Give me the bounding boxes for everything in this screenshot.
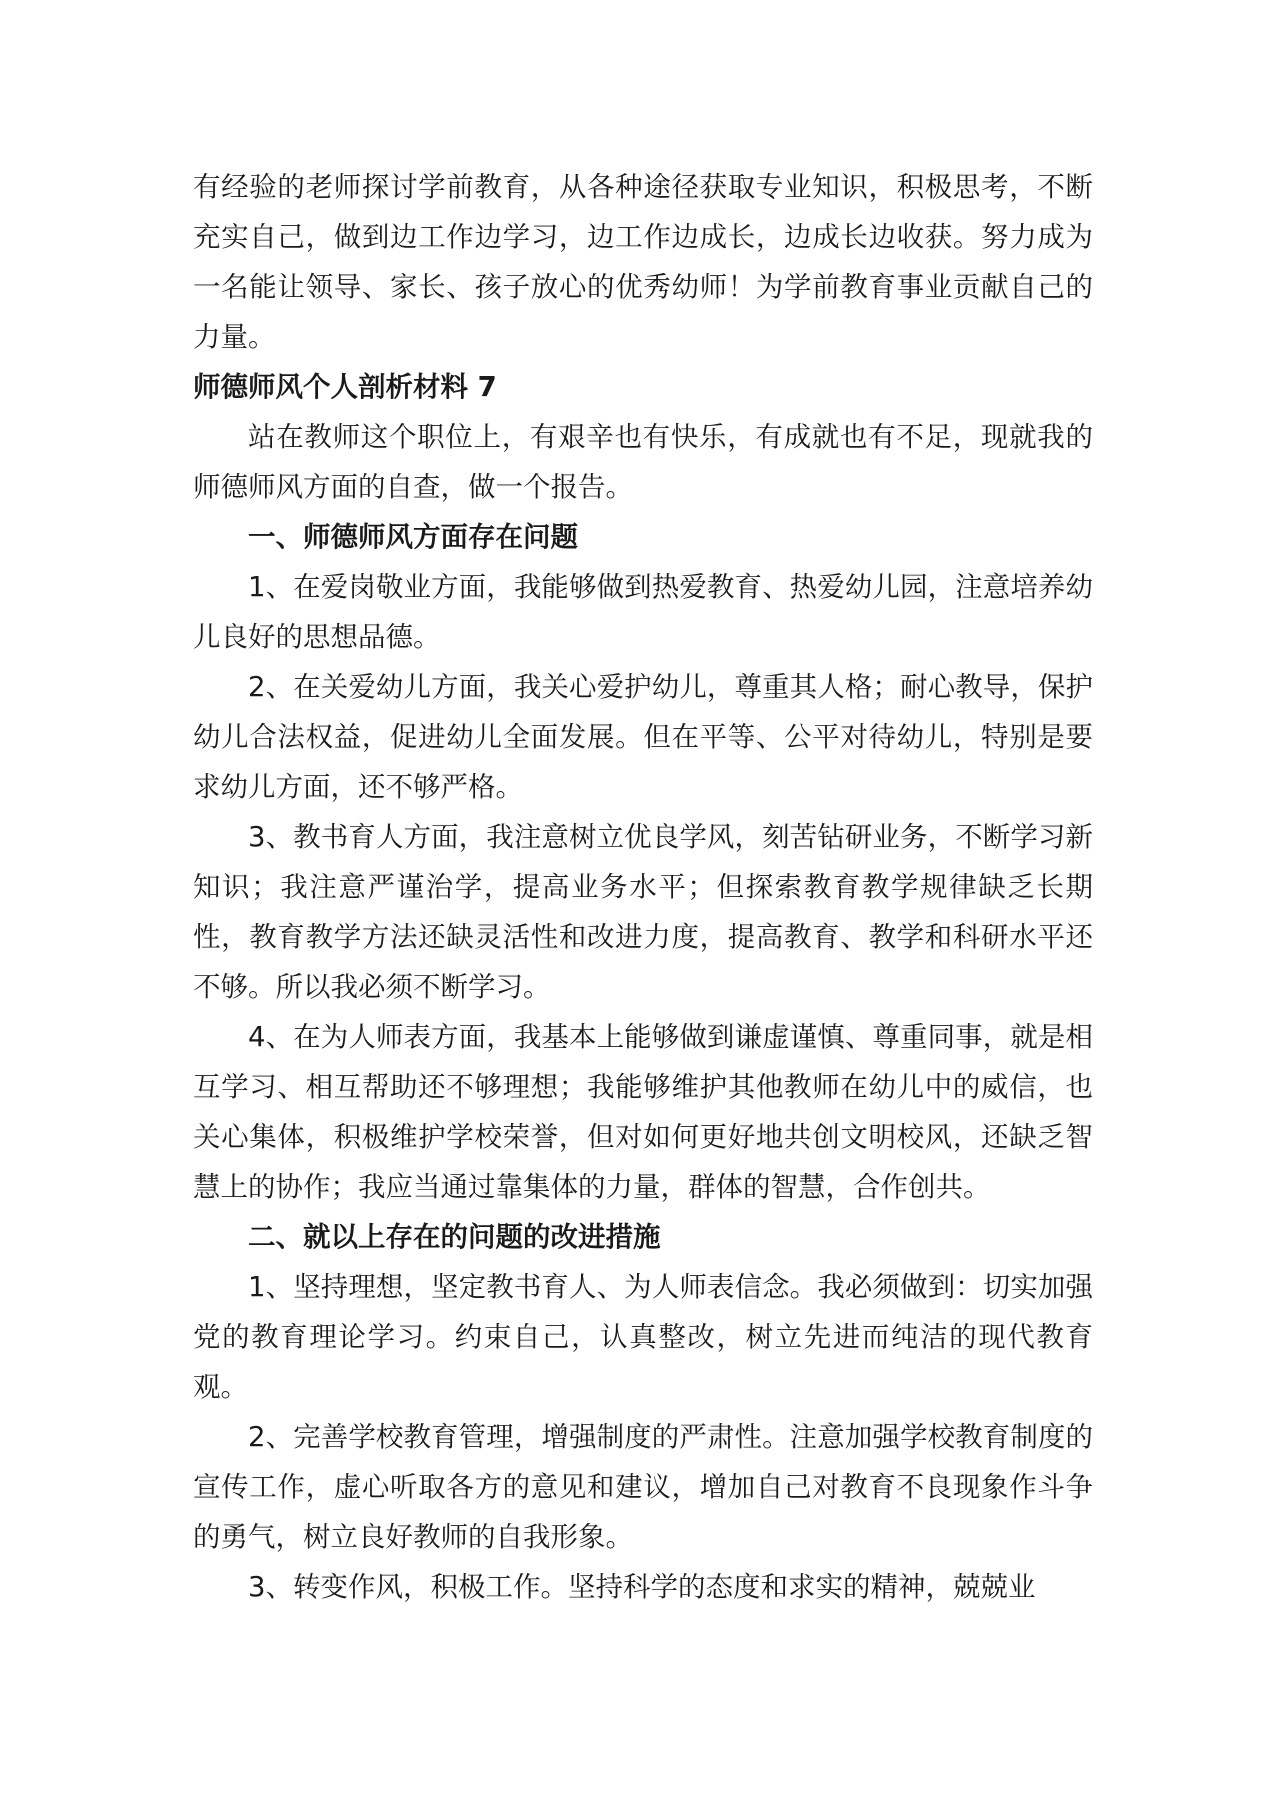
problem-item-4: 4、在为人师表方面，我基本上能够做到谦虚谨慎、尊重同事，就是相互学习、相互帮助还不够理想；我能够维护其他教师在幼儿中的威信，也关心集体，积极维护学校荣誉，但对如何更好地共创文明校风，还缺乏智慧上的协作；我应当通过靠集体的力量，群体的智慧，合作创共。	[193, 1021, 1093, 1203]
measure-item-1: 1、坚持理想，坚定教书育人、为人师表信念。我必须做到：切实加强党的教育理论学习。约束自己，认真整改，树立先进而纯洁的现代教育观。	[193, 1271, 1093, 1403]
problem-item-1: 1、在爱岗敬业方面，我能够做到热爱教育、热爱幼儿园，注意培养幼儿良好的思想品德。	[193, 571, 1093, 653]
measure-item-3: 3、转变作风，积极工作。坚持科学的态度和求实的精神，兢兢业	[248, 1571, 1036, 1603]
problem-item-3: 3、教书育人方面，我注意树立优良学风，刻苦钻研业务，不断学习新知识；我注意严谨治学，提高业务水平；但探索教育教学规律缺乏长期性，教育教学方法还缺灵活性和改进力度，提高教育、教学和科研水平还不够。所以我必须不断学习。	[193, 821, 1093, 1003]
intro-paragraph: 站在教师这个职位上，有艰辛也有快乐，有成就也有不足，现就我的师德师风方面的自查，做一个报告。	[193, 421, 1093, 503]
document-body	[193, 162, 1093, 1612]
section-title: 师德师风个人剖析材料 7	[193, 371, 497, 403]
paragraph-continuation: 有经验的老师探讨学前教育，从各种途径获取专业知识，积极思考，不断充实自己，做到边工作边学习，边工作边成长，边成长边收获。努力成为一名能让领导、家长、孩子放心的优秀幼师！为学前教育事业贡献自己的力量。	[193, 171, 1093, 353]
heading-measures: 二、就以上存在的问题的改进措施	[248, 1221, 661, 1253]
heading-problems: 一、师德师风方面存在问题	[248, 521, 578, 553]
problem-item-2: 2、在关爱幼儿方面，我关心爱护幼儿，尊重其人格；耐心教导，保护幼儿合法权益，促进幼儿全面发展。但在平等、公平对待幼儿，特别是要求幼儿方面，还不够严格。	[193, 671, 1093, 803]
measure-item-2: 2、完善学校教育管理，增强制度的严肃性。注意加强学校教育制度的宣传工作，虚心听取各方的意见和建议，增加自己对教育不良现象作斗争的勇气，树立良好教师的自我形象。	[193, 1421, 1093, 1553]
